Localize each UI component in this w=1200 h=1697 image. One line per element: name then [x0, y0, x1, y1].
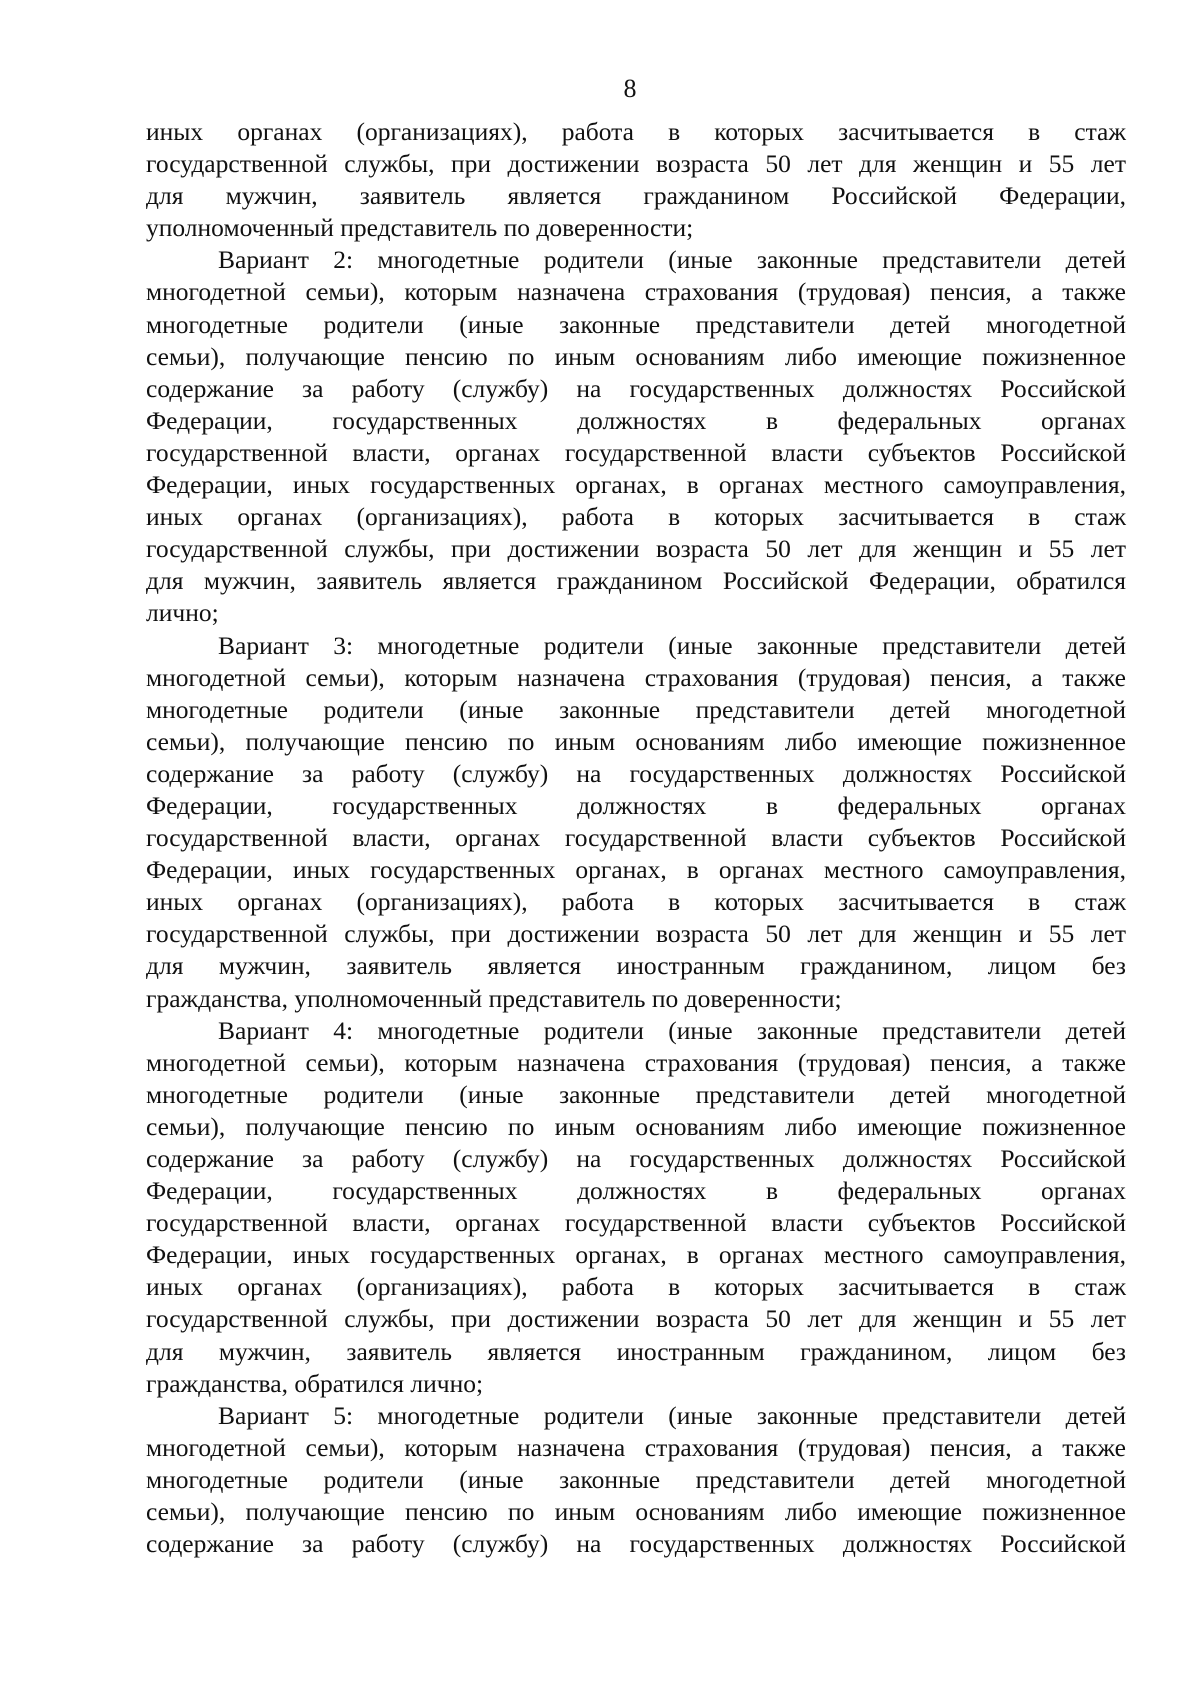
text-line: многодетной семьи), которым назначена страхования (трудовая) пенсия, а также: [146, 1047, 1126, 1077]
text-line: многодетной семьи), которым назначена страхования (трудовая) пенсия, а также: [146, 1432, 1126, 1462]
text-line: уполномоченный представитель по доверенности;: [146, 213, 694, 243]
text-line: Федерации, иных государственных органах, в органах местного самоуправления,: [146, 470, 1126, 500]
text-line: содержание за работу (службу) на государственных должностях Российской: [146, 758, 1126, 788]
text-line: иных органах (организациях), работа в которых засчитывается в стаж: [146, 502, 1126, 532]
text-line: многодетные родители (иные законные представители детей многодетной: [146, 309, 1126, 339]
text-line: гражданства, уполномоченный представитель по доверенности;: [146, 983, 842, 1013]
text-line: Вариант 3: многодетные родители (иные законные представители детей: [218, 630, 1126, 660]
text-line: государственной службы, при достижении возраста 50 лет для женщин и 55 лет: [146, 534, 1126, 564]
text-line: иных органах (организациях), работа в которых засчитывается в стаж: [146, 117, 1126, 146]
text-line: семьи), получающие пенсию по иным основаниям либо имеющие пожизненное: [146, 1111, 1126, 1141]
text-line: Вариант 5: многодетные родители (иные законные представители детей: [218, 1400, 1126, 1430]
text-line: содержание за работу (службу) на государственных должностях Российской: [146, 1144, 1126, 1173]
text-line: многодетной семьи), которым назначена страхования (трудовая) пенсия, а также: [146, 662, 1126, 692]
text-line: Вариант 2: многодетные родители (иные законные представители детей: [218, 245, 1126, 275]
text-line: государственной власти, органах государственной власти субъектов Российской: [146, 1208, 1126, 1238]
text-line: семьи), получающие пенсию по иным основаниям либо имеющие пожизненное: [146, 1497, 1126, 1527]
text-line: многодетные родители (иные законные представители детей многодетной: [146, 1464, 1126, 1494]
text-line: для мужчин, заявитель является гражданином Российской Федерации, обратился: [146, 566, 1126, 596]
text-line: Федерации, государственных должностях в федеральных органах: [146, 405, 1126, 435]
text-line: Федерации, государственных должностях в федеральных органах: [146, 790, 1126, 820]
text-line: для мужчин, заявитель является гражданином Российской Федерации,: [146, 181, 1126, 211]
text-line: Федерации, иных государственных органах, в органах местного самоуправления,: [146, 1240, 1126, 1270]
text-line: содержание за работу (службу) на государственных должностях Российской: [146, 1529, 1126, 1559]
text-line: иных органах (организациях), работа в которых засчитывается в стаж: [146, 1272, 1126, 1302]
text-line: государственной власти, органах государственной власти субъектов Российской: [146, 437, 1126, 467]
page-number: 8: [623, 74, 637, 103]
text-line: семьи), получающие пенсию по иным основаниям либо имеющие пожизненное: [146, 341, 1126, 371]
body-text: [146, 116, 1126, 1560]
text-line: для мужчин, заявитель является иностранным гражданином, лицом без: [146, 1336, 1126, 1366]
text-line: лично;: [146, 598, 219, 628]
text-line: многодетные родители (иные законные представители детей многодетной: [146, 1079, 1126, 1109]
text-line: семьи), получающие пенсию по иным основаниям либо имеющие пожизненное: [146, 726, 1126, 756]
text-line: государственной службы, при достижении возраста 50 лет для женщин и 55 лет: [146, 919, 1126, 949]
text-line: иных органах (организациях), работа в которых засчитывается в стаж: [146, 887, 1126, 917]
text-line: государственной власти, органах государственной власти субъектов Российской: [146, 823, 1126, 853]
text-line: Федерации, иных государственных органах, в органах местного самоуправления,: [146, 855, 1126, 885]
text-line: содержание за работу (службу) на государственных должностях Российской: [146, 373, 1126, 403]
text-line: для мужчин, заявитель является иностранным гражданином, лицом без: [146, 951, 1126, 981]
text-line: гражданства, обратился лично;: [146, 1368, 484, 1398]
text-line: многодетной семьи), которым назначена страхования (трудовая) пенсия, а также: [146, 277, 1126, 307]
text-line: Федерации, государственных должностях в федеральных органах: [146, 1176, 1126, 1206]
text-line: государственной службы, при достижении возраста 50 лет для женщин и 55 лет: [146, 1304, 1126, 1334]
text-line: государственной службы, при достижении возраста 50 лет для женщин и 55 лет: [146, 149, 1126, 179]
text-line: многодетные родители (иные законные представители детей многодетной: [146, 694, 1126, 724]
text-line: Вариант 4: многодетные родители (иные законные представители детей: [218, 1015, 1126, 1045]
